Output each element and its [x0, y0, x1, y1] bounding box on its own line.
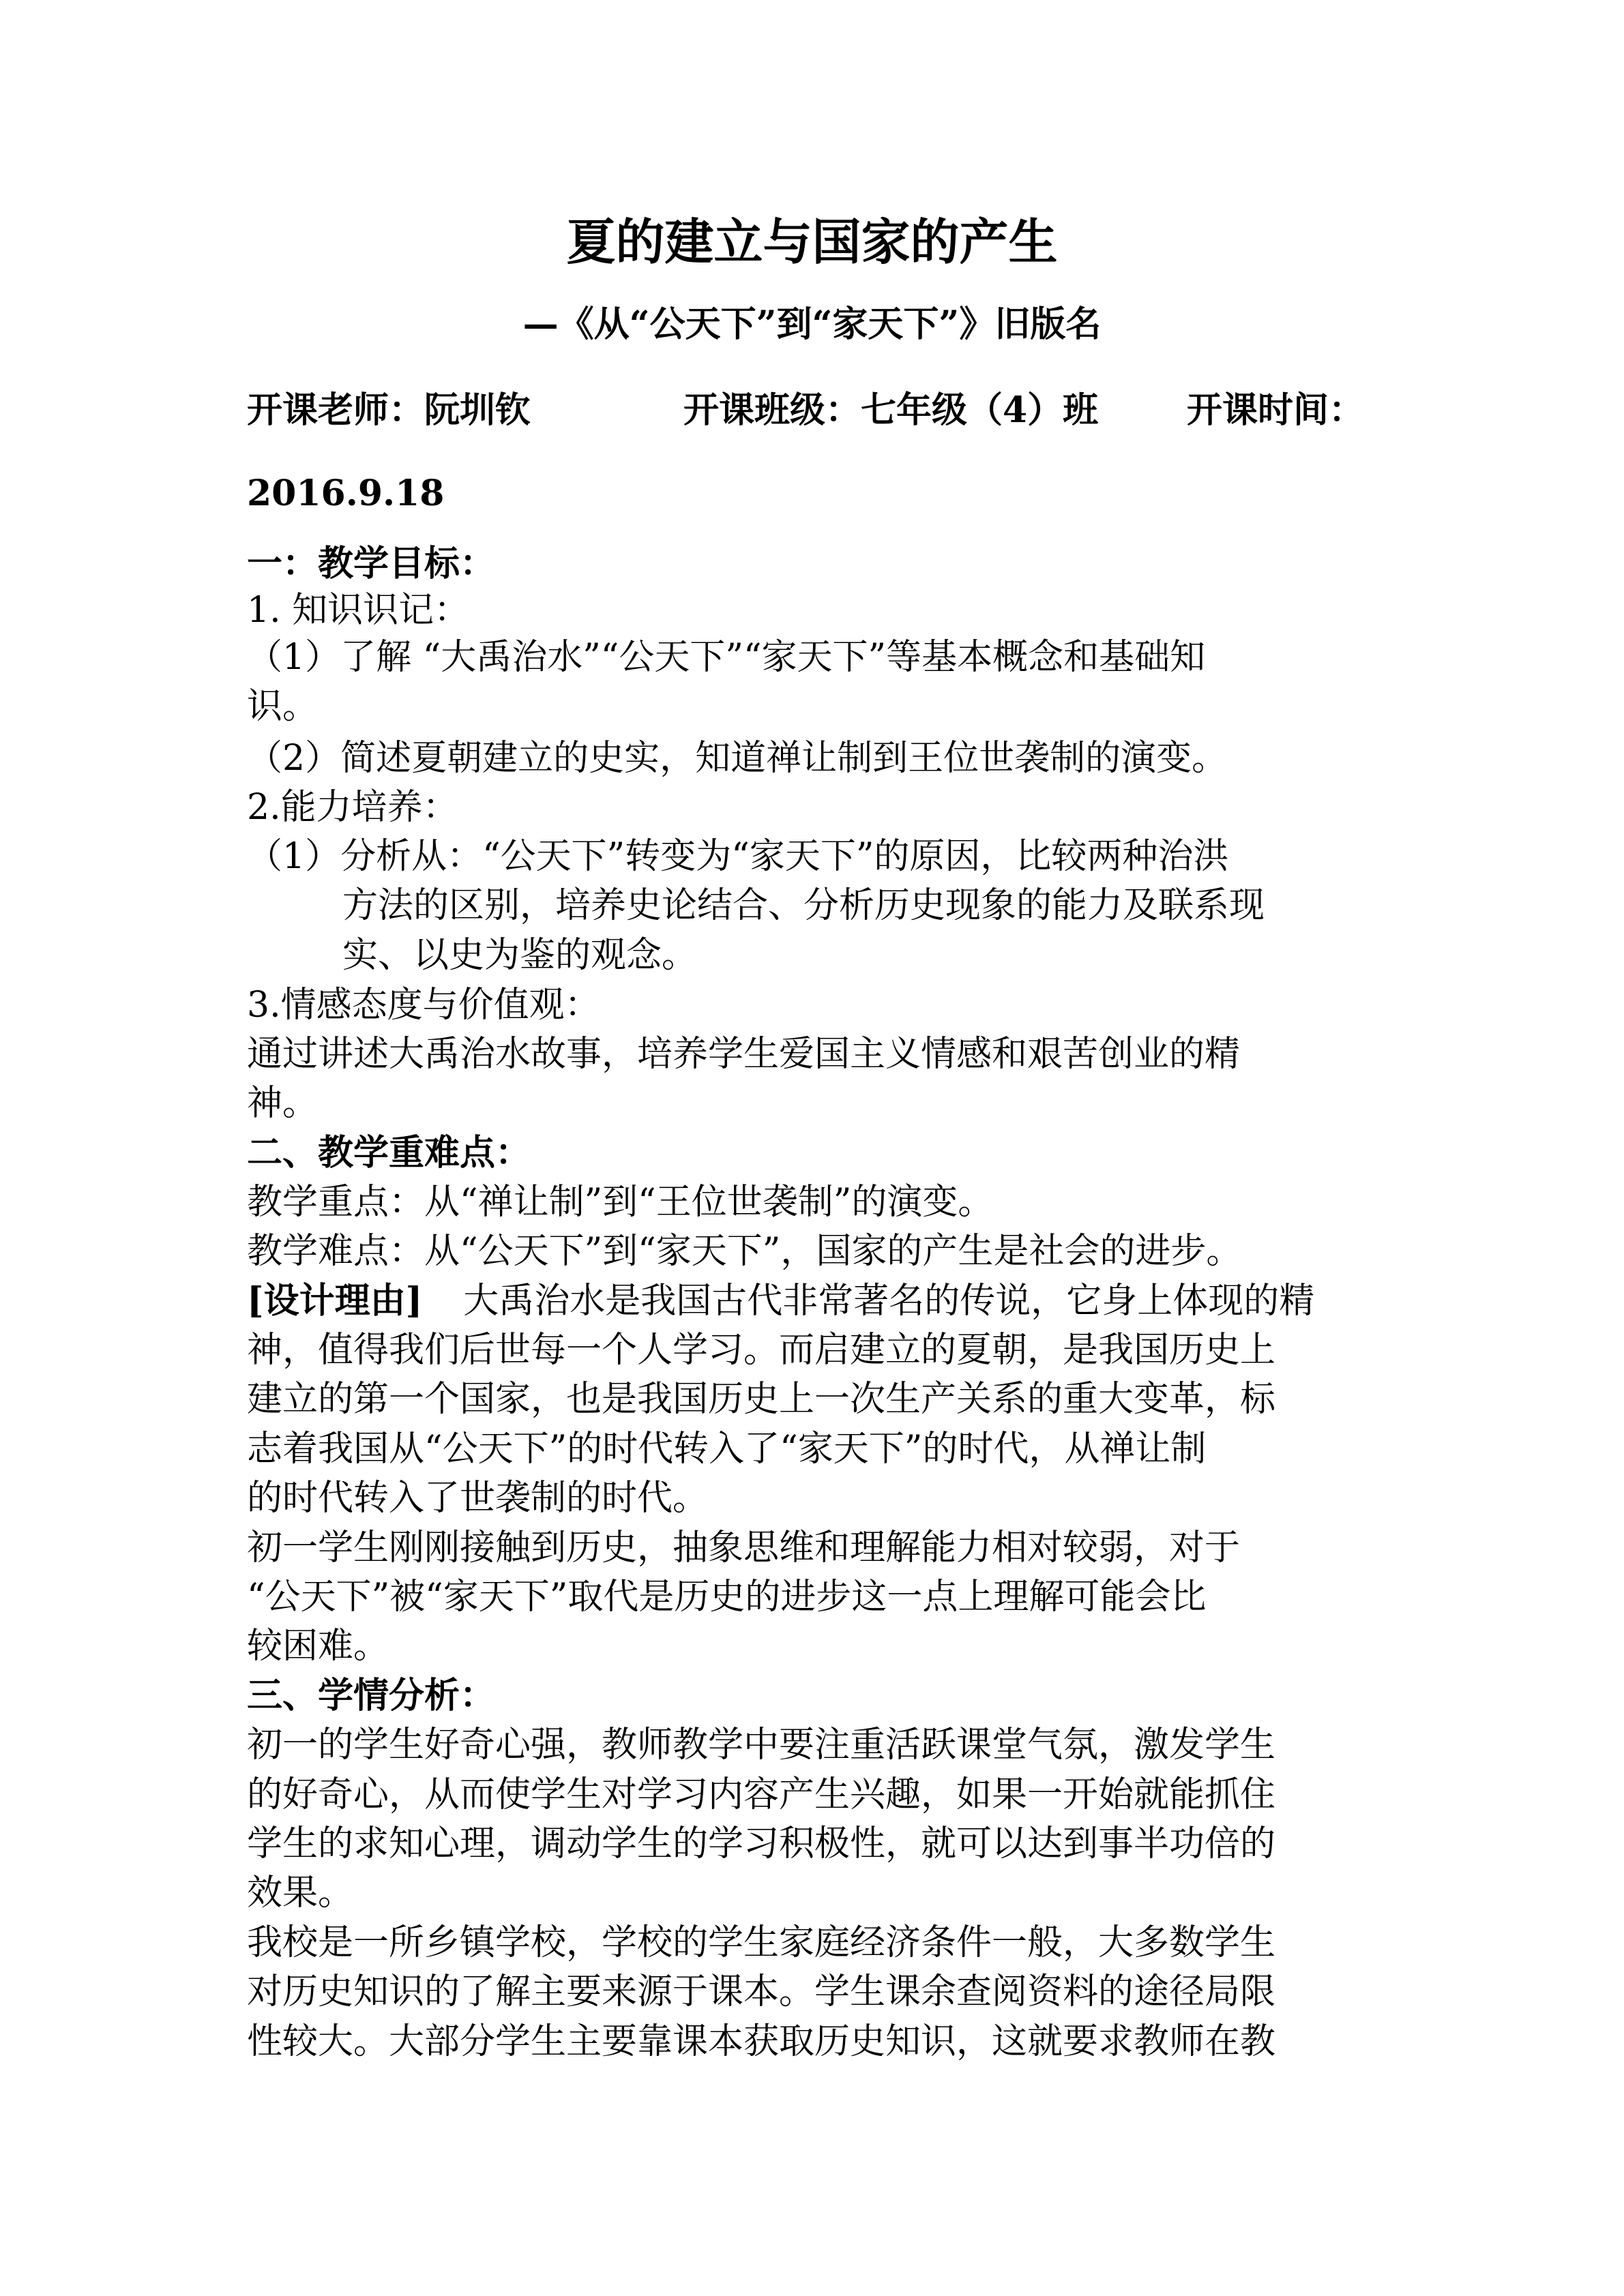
- teacher-label: 开课老师：阮圳钦: [247, 389, 531, 431]
- body-line: 神，值得我们后世每一个人学习。而启建立的夏朝，是我国历史上: [247, 1330, 1276, 1371]
- design-rationale-line: [247, 1277, 1393, 1326]
- body-line: 教学重点：从“禅让制”到“王位世袭制”的演变。: [247, 1182, 994, 1223]
- body-line: 性较大。大部分学生主要靠课本获取历史知识，这就要求教师在教: [247, 2021, 1276, 2062]
- body-line: 效果。: [247, 1873, 354, 1913]
- time-label: 开课时间：: [1187, 389, 1365, 431]
- body-line: 实、以史为鉴的观念。: [342, 935, 698, 976]
- design-rationale-label: [设计理由]: [247, 1280, 423, 1322]
- body-line: 初一的学生好奇心强，教师教学中要注重活跃课堂气氛，激发学生: [247, 1725, 1276, 1765]
- body-line: 神。: [247, 1083, 319, 1124]
- body-line: 的好奇心，从而使学生对学习内容产生兴趣，如果一开始就能抓住: [247, 1774, 1276, 1815]
- subsection-heading: 1. 知识识记：: [247, 590, 470, 631]
- subsection-heading: 3.情感态度与价值观：: [247, 985, 600, 1026]
- body-line: 通过讲述大禹治水故事，培养学生爱国主义情感和艰苦创业的精: [247, 1034, 1241, 1075]
- subsection-heading: 2.能力培养：: [247, 787, 458, 828]
- section-heading: 三、学情分析：: [247, 1675, 496, 1716]
- class-label: 开课班级：七年级（4）班: [683, 389, 1099, 431]
- section-heading: 二、教学重难点：: [247, 1132, 531, 1174]
- body-line: 较困难。: [247, 1626, 389, 1667]
- page-subtitle: —《从“公天下”到“家天下”》旧版名: [522, 303, 1102, 345]
- body-line: 对历史知识的了解主要来源于课本。学生课余查阅资料的途径局限: [247, 1971, 1276, 2012]
- body-line: 教学难点：从“公天下”到“家天下”，国家的产生是社会的进步。: [247, 1231, 1242, 1272]
- section-heading: 一：教学目标：: [247, 543, 496, 584]
- body-line: 方法的区别，培养史论结合、分析历史现象的能力及联系现: [342, 885, 1265, 926]
- body-line: 识。: [247, 686, 319, 727]
- design-rationale-text: 大禹治水是我国古代非常著名的传说，它身上体现的精: [463, 1281, 1315, 1322]
- body-line: 我校是一所乡镇学校，学校的学生家庭经济条件一般，大多数学生: [247, 1922, 1276, 1963]
- body-line: （1）分析从：“公天下”转变为“家天下”的原因，比较两种治洪: [247, 836, 1229, 877]
- body-line: （2）简述夏朝建立的史实，知道禅让制到王位世袭制的演变。: [247, 738, 1228, 779]
- body-line: 初一学生刚刚接触到历史，抽象思维和理解能力相对较弱，对于: [247, 1527, 1241, 1568]
- lesson-date: 2016.9.18: [247, 473, 445, 514]
- body-line: （1）了解 “大禹治水”“公天下”“家天下”等基本概念和基础知: [247, 637, 1206, 678]
- body-line: 志着我国从“公天下”的时代转入了“家天下”的时代，从禅让制: [247, 1429, 1207, 1470]
- body-line: 的时代转入了世袭制的时代。: [247, 1478, 709, 1519]
- body-line: “公天下”被“家天下”取代是历史的进步这一点上理解可能会比: [247, 1577, 1207, 1617]
- page-title: 夏的建立与国家的产生: [566, 213, 1058, 271]
- body-line: 学生的求知心理，调动学生的学习积极性，就可以达到事半功倍的: [247, 1823, 1276, 1864]
- body-line: 建立的第一个国家，也是我国历史上一次生产关系的重大变革，标: [247, 1379, 1276, 1420]
